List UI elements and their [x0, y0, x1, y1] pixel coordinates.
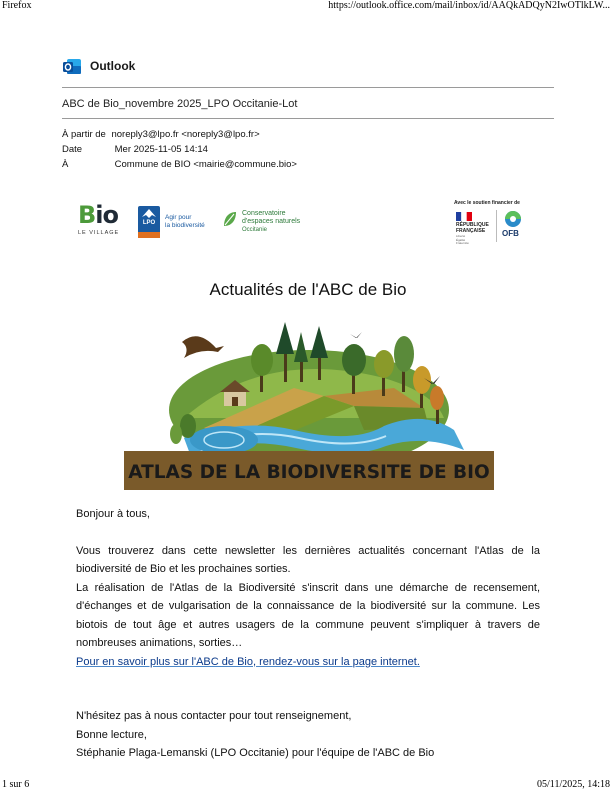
email-metadata	[62, 127, 297, 172]
rf-motto-3: Fraternité	[456, 241, 469, 245]
greeting: Bonjour à tous,	[76, 508, 150, 520]
funder-logos	[454, 200, 554, 244]
funder-caption: Avec le soutien financier de	[454, 200, 520, 206]
rf-line-2: FRANÇAISE	[456, 228, 486, 234]
email-subject: ABC de Bio_novembre 2025_LPO Occitanie-Lot	[62, 98, 298, 110]
ofb-emblem-icon	[504, 210, 522, 228]
date-label: Date	[62, 144, 83, 155]
print-footer-datetime: 05/11/2025, 14:18	[537, 779, 610, 790]
abc-bio-link[interactable]: Pour en savoir plus sur l'ABC de Bio, rendez-vous sur la page internet.	[76, 655, 420, 668]
newsletter-body	[76, 505, 540, 763]
bird-eagle	[182, 336, 224, 358]
from-value[interactable]: noreply3@lpo.fr <noreply3@lpo.fr>	[111, 129, 260, 140]
cen-occitanie-logo	[222, 210, 332, 240]
date-value: Mer 2025-11-05 14:14	[114, 144, 208, 155]
lpo-badge-text: LPO	[142, 220, 156, 226]
cen-line-3: Occitanie	[242, 227, 268, 233]
lpo-tagline-1: Agir pour	[165, 214, 192, 221]
atlas-illustration	[124, 318, 494, 490]
bio-logo-io: io	[95, 201, 119, 229]
lpo-badge	[138, 206, 160, 238]
lpo-logo	[138, 206, 220, 238]
outlook-logo-icon	[62, 56, 82, 76]
french-flag-icon	[456, 212, 472, 221]
rf-motto-2: Égalité	[456, 237, 466, 242]
rf-motto-1: Liberté	[456, 234, 466, 238]
cen-line-1: Conservatoire	[242, 210, 286, 217]
cen-line-2: d'espaces naturels	[242, 218, 301, 225]
bio-village-logo	[78, 202, 128, 244]
rf-line-1: RÉPUBLIQUE	[456, 222, 489, 228]
divider	[62, 87, 554, 88]
bird-icon	[138, 206, 160, 220]
lpo-tagline-2: la biodiversité	[165, 222, 205, 229]
print-footer	[0, 778, 612, 792]
to-label: À	[62, 159, 69, 170]
print-header-url: https://outlook.office.com/mail/inbox/id/AAQkADQyN2IwOTlkLW...	[328, 0, 610, 11]
signature: Stéphanie Plaga-Lemanski (LPO Occitanie) pour l'équipe de l'ABC de Bio	[76, 747, 435, 759]
paragraph-atlas: La réalisation de l'Atlas de la Biodiversité s'inscrit dans une démarche de recensement, d'échanges et de vulgarisation de la connaissance de la biodiversité sur la commune. Les biotois de tout âge et autres usagers de la commune peuvent s'impliquer à travers de nombreuses animations, sorties…	[76, 581, 540, 649]
outlook-brand	[62, 56, 135, 76]
closing-contact: N'hésitez pas à nous contacter pour tout renseignement,	[76, 710, 352, 722]
partner-logos	[62, 198, 554, 244]
outlook-title: Outlook	[90, 59, 136, 73]
date-row	[62, 142, 297, 157]
from-row	[62, 127, 297, 142]
ofb-text: OFB	[502, 229, 519, 238]
bio-logo-subtitle: LE VILLAGE	[78, 230, 120, 236]
paragraph-intro: Vous trouverez dans cette newsletter les dernières actualités concernant l'Atlas de la biodiversité de Bio et les prochaines sorties.	[76, 544, 540, 575]
atlas-banner-text: ATLAS DE LA BIODIVERSITE DE BIO	[128, 462, 490, 483]
bio-logo-b: B	[78, 201, 96, 229]
print-header	[0, 0, 612, 14]
leaf-icon	[222, 210, 238, 228]
from-label: À partir de	[62, 129, 106, 140]
divider	[62, 118, 554, 119]
print-header-app: Firefox	[2, 0, 32, 11]
print-footer-page: 1 sur 6	[2, 779, 30, 790]
to-value[interactable]: Commune de BIO <mairie@commune.bio>	[114, 159, 297, 170]
closing-reading: Bonne lecture,	[76, 728, 147, 741]
to-row	[62, 157, 297, 172]
newsletter-title: Actualités de l'ABC de Bio	[209, 280, 407, 299]
